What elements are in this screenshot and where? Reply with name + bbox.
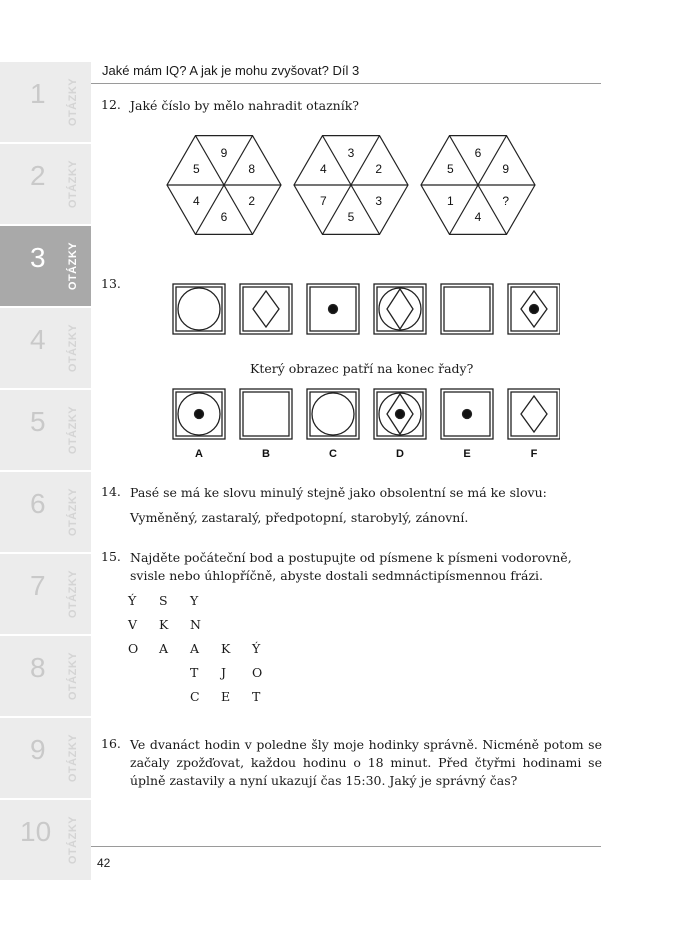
grid-letter: T (252, 689, 261, 704)
grid-letter: N (190, 617, 201, 632)
hexagon-number: 9 (502, 162, 510, 176)
grid-letter: T (190, 665, 199, 680)
tab-label: OTÁZKY (67, 241, 80, 291)
option-label-f: F (530, 448, 538, 460)
question-number: 14. (101, 484, 121, 499)
tab-number: 3 (30, 242, 46, 273)
hexagon-number: 5 (347, 210, 355, 224)
question-text: Který obrazec patří na konec řady? (250, 361, 474, 376)
hexagon-number: 4 (319, 162, 327, 176)
question-number: 15. (101, 549, 121, 564)
grid-letter: A (190, 641, 200, 656)
option-label-a: A (195, 448, 203, 460)
grid-letter: K (221, 641, 231, 656)
tab-3[interactable] (0, 226, 91, 306)
tab-label: OTÁZKY (67, 159, 80, 209)
option-label-d: D (396, 448, 404, 460)
question-text: Ve dvanáct hodin v poledne šly moje hodinky správně. Nicméně potom se začaly zpožďovat, každou hodinu o 18 minut. Před čtyřmi hodinami se úplně zastavily a nyní ukazují čas 15:30. Jaký je správný čas? (130, 737, 602, 788)
question-number: 12. (101, 97, 121, 112)
tab-label: OTÁZKY (67, 651, 80, 701)
tab-8[interactable] (0, 636, 91, 716)
grid-letter: E (221, 689, 231, 704)
tab-label: OTÁZKY (67, 323, 80, 373)
grid-letter: V (128, 617, 138, 632)
shape-sequence (170, 281, 560, 341)
tab-7[interactable] (0, 554, 91, 634)
tab-5[interactable] (0, 390, 91, 470)
hexagon-number: 4 (192, 194, 200, 208)
grid-letter: S (159, 593, 168, 608)
tab-label: OTÁZKY (67, 569, 80, 619)
tab-1[interactable] (0, 62, 91, 142)
question-text: Pasé se má ke slovu minulý stejně jako obsolentní se má ke slovu: (130, 485, 547, 500)
hexagon-number: ? (502, 194, 510, 208)
hexagon-number: 8 (248, 162, 256, 176)
grid-letter: O (128, 641, 139, 656)
question-number: 13. (101, 276, 121, 291)
tab-label: OTÁZKY (67, 733, 80, 783)
tab-6[interactable] (0, 472, 91, 552)
tab-label: OTÁZKY (67, 405, 80, 455)
tab-number: 6 (30, 488, 46, 519)
hexagon-number: 2 (248, 194, 256, 208)
hexagon-number: 7 (319, 194, 327, 208)
tab-number: 4 (30, 324, 46, 355)
footer-rule (91, 846, 601, 847)
grid-letter: A (159, 641, 169, 656)
hexagon-number: 4 (474, 210, 482, 224)
tab-10[interactable] (0, 800, 91, 880)
question-text: Najděte počáteční bod a postupujte od písmene k písmeni vodorovně, svisle nebo úhlopříčně, abyste dostali sedmnáctipísmennou frázi. (130, 550, 572, 583)
tab-number: 5 (30, 406, 46, 437)
grid-letter: K (159, 617, 169, 632)
header-rule (91, 83, 601, 84)
grid-letter: Y (190, 593, 199, 608)
question-number: 16. (101, 736, 121, 751)
hexagon-number: 2 (375, 162, 383, 176)
answer-choices: Vyměněný, zastaralý, předpotopní, starobylý, zánovní. (130, 510, 469, 525)
hexagon-number: 1 (446, 194, 454, 208)
page-number: 42 (97, 856, 111, 870)
hexagon-number: 6 (474, 146, 482, 160)
tab-label: OTÁZKY (67, 815, 80, 865)
grid-letter: Ý (252, 641, 261, 656)
tab-9[interactable] (0, 718, 91, 798)
question-text: Jaké číslo by mělo nahradit otazník? (130, 98, 359, 113)
hexagon-number: 3 (347, 146, 355, 160)
running-header: Jaké mám IQ? A jak je mohu zvyšovat? Díl 3 (102, 63, 360, 78)
grid-letter: J (221, 665, 227, 680)
grid-letter: O (252, 665, 263, 680)
option-label-b: B (262, 448, 270, 460)
tab-label: OTÁZKY (67, 487, 80, 537)
answer-options (170, 386, 560, 464)
hexagon-number: 9 (220, 146, 228, 160)
hexagon-number: 3 (375, 194, 383, 208)
tab-2[interactable] (0, 144, 91, 224)
grid-letter: Ý (128, 593, 137, 608)
hexagon-number: 6 (220, 210, 228, 224)
tab-number: 7 (30, 570, 46, 601)
option-label-c: C (329, 448, 337, 460)
tab-4[interactable] (0, 308, 91, 388)
hexagon-number: 5 (192, 162, 200, 176)
hexagon-number: 5 (446, 162, 454, 176)
tab-number: 8 (30, 652, 46, 683)
hexagon-puzzle (160, 128, 610, 243)
tab-number: 9 (30, 734, 46, 765)
tab-number: 2 (30, 160, 46, 191)
grid-letter: C (190, 689, 200, 704)
tab-label: OTÁZKY (67, 77, 80, 127)
tab-number: 1 (30, 78, 46, 109)
option-label-e: E (463, 448, 471, 460)
tab-number: 10 (20, 816, 52, 847)
